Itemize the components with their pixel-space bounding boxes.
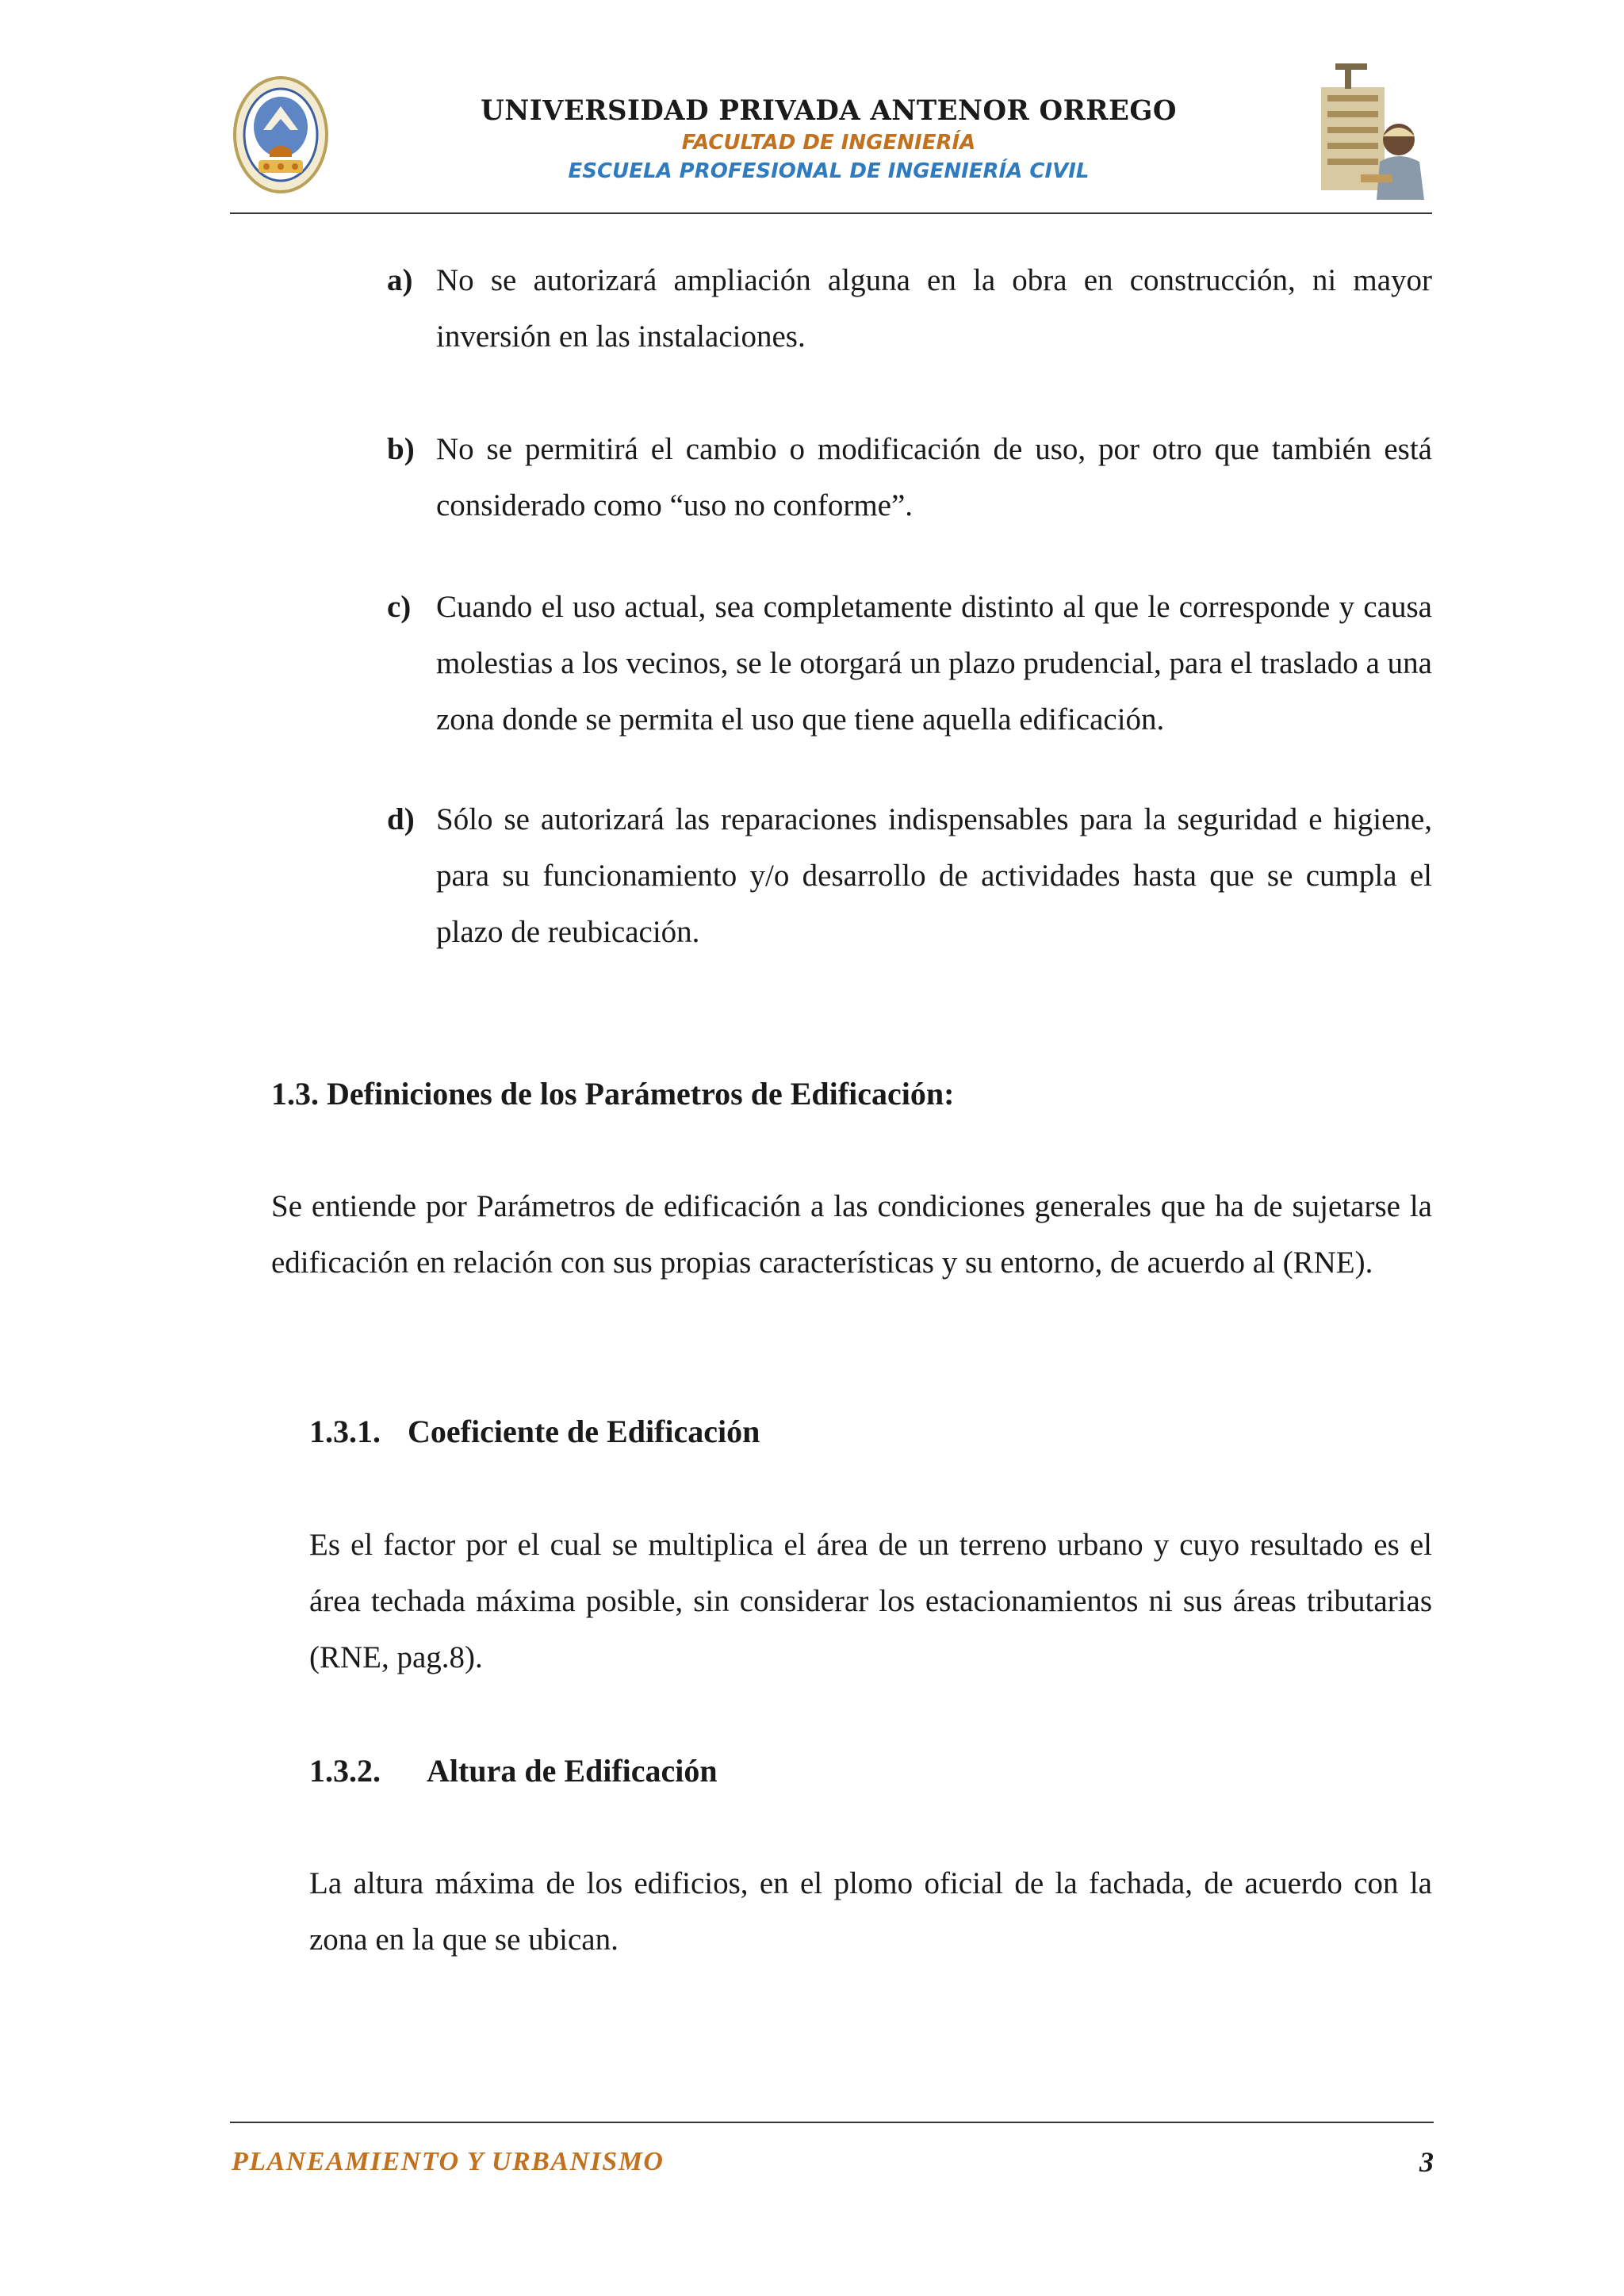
subsection-text-altura: La altura máxima de los edificios, en el plomo oficial de la fachada, de acuerdo con la zona en la que se ubican.: [309, 1866, 1432, 1957]
faculty-name: FACULTAD DE INGENIERÍA: [681, 131, 976, 155]
footer-divider: [230, 2122, 1434, 2123]
list-marker: d): [387, 802, 415, 836]
university-seal-icon: [232, 75, 330, 195]
footer-title: PLANEAMIENTO Y URBANISMO: [232, 2147, 665, 2176]
section-intro: Se entiende por Parámetros de edificación a las condiciones generales que ha de sujetarse la edificación en relación con sus propias características y su entorno, de acuerdo al (RNE).: [271, 1189, 1432, 1280]
list-item-c: [387, 579, 1432, 748]
list-item-text: No se autorizará ampliación alguna en la obra en construcción, ni mayor inversión en las instalaciones.: [436, 263, 1432, 354]
list-item-text: No se permitirá el cambio o modificación de uso, por otro que también está considerado como “uso no conforme”.: [436, 432, 1432, 522]
subsection-title: Coeficiente de Edificación: [408, 1414, 760, 1449]
list-item-d: [387, 791, 1432, 960]
list-marker: b): [387, 432, 415, 466]
list-item-text: Sólo se autorizará las reparaciones indispensables para la seguridad e higiene, para su funcionamiento y/o desarrollo de actividades hasta que se cumpla el plazo de reubicación.: [436, 802, 1432, 949]
header-titles: [349, 94, 1308, 186]
list-marker: a): [387, 263, 413, 297]
list-item-text: Cuando el uso actual, sea completamente distinto al que le corresponde y causa molestias a los vecinos, se le otorgará un plazo prudencial, para el traslado a una zona donde se permita el uso que tiene aquella edificación.: [436, 590, 1432, 737]
page-number: 3: [1419, 2146, 1434, 2178]
section-heading: 1.3. Definiciones de los Parámetros de Edificación:: [271, 1076, 955, 1112]
university-name: UNIVERSIDAD PRIVADA ANTENOR ORREGO: [481, 94, 1177, 127]
list-item-b: [387, 421, 1432, 534]
list-marker: c): [387, 590, 412, 624]
subsection-number: 1.3.2.: [309, 1753, 381, 1789]
construction-worker-icon: [1313, 63, 1432, 200]
subsection-heading-coeficiente: [309, 1403, 760, 1460]
school-name: ESCUELA PROFESIONAL DE INGENIERÍA CIVIL: [568, 159, 1090, 183]
subsection-title: Altura de Edificación: [427, 1753, 718, 1789]
header-divider: [230, 212, 1432, 214]
subsection-heading-altura: [309, 1743, 718, 1799]
subsection-text-coeficiente: Es el factor por el cual se multiplica el área de un terreno urbano y cuyo resultado es el área techada máxima posible, sin considerar los estacionamientos ni sus áreas tributarias (RNE, pag.8).: [309, 1528, 1432, 1674]
list-item-a: [387, 252, 1432, 365]
subsection-number: 1.3.1.: [309, 1414, 381, 1449]
